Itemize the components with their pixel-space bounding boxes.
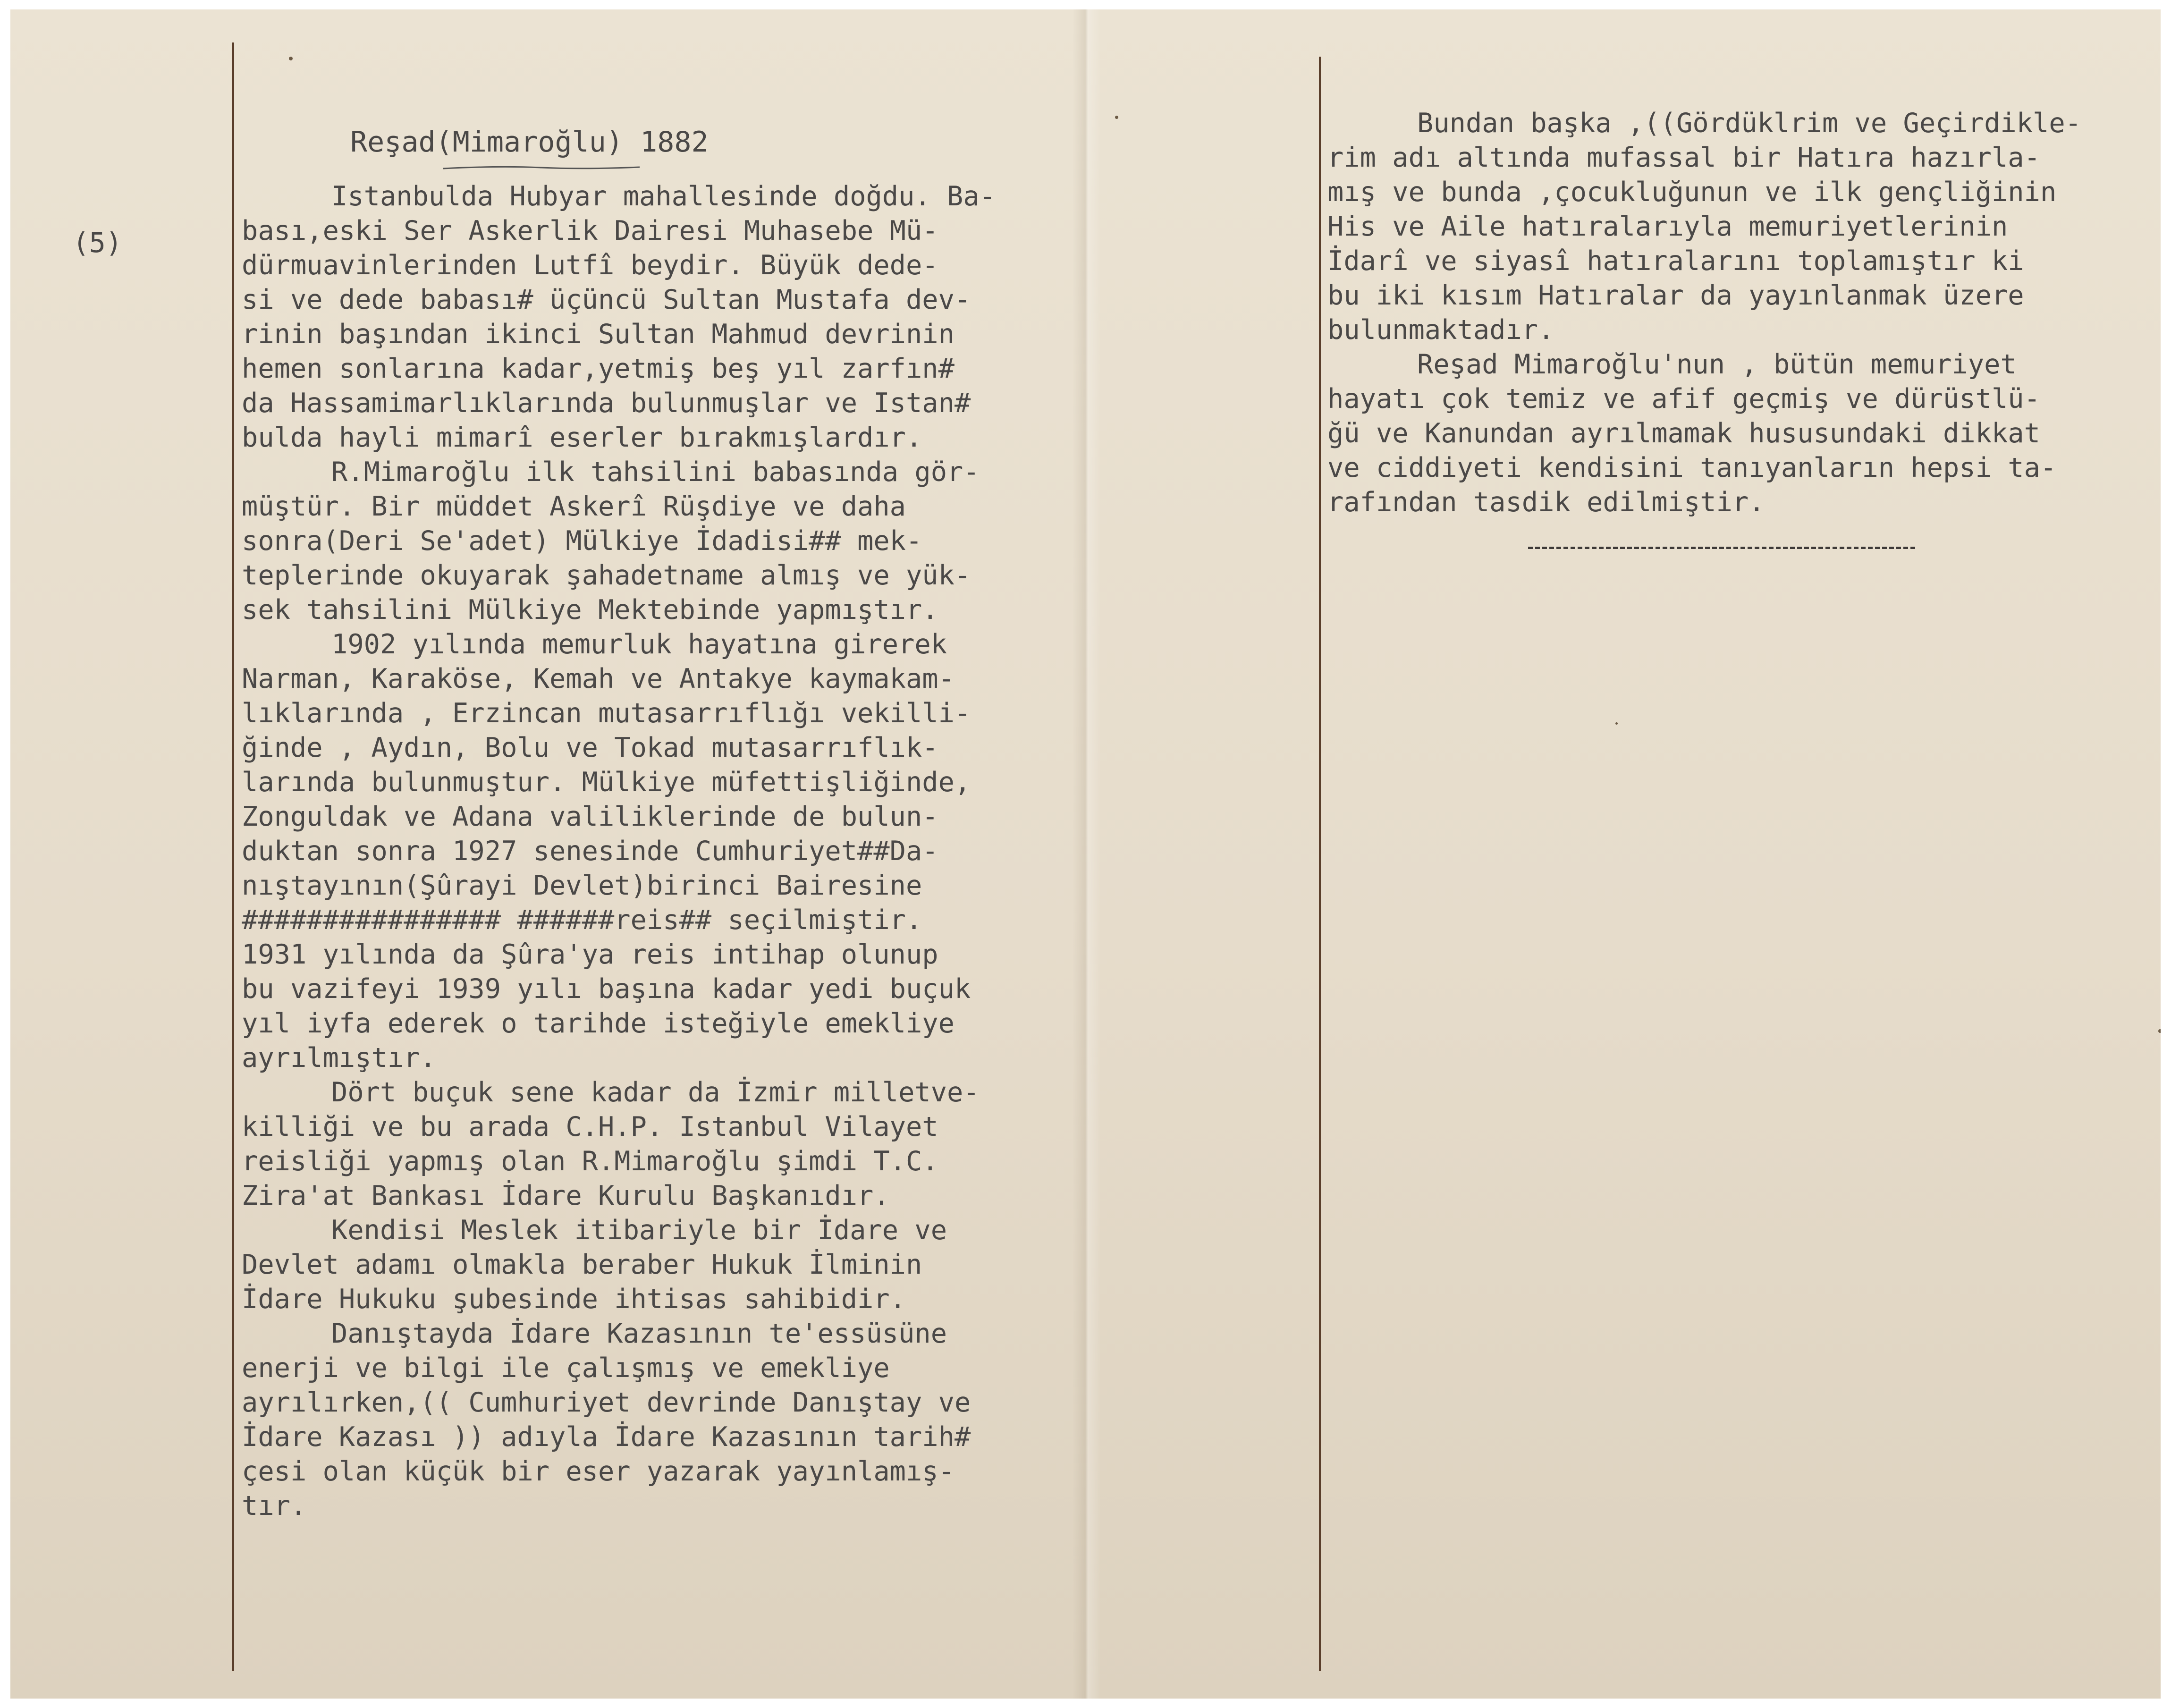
- right-line: rim adı altında mufassal bir Hatıra hazırla-: [1327, 142, 2040, 173]
- left-text-column: [242, 179, 996, 1523]
- right-margin-rule: [1319, 57, 1321, 1671]
- right-line: bulunmaktadır.: [1327, 314, 1554, 346]
- heading-underline: [442, 165, 641, 170]
- left-line: müştür. Bir müddet Askerî Rüşdiye ve daha: [242, 491, 906, 522]
- left-line: killiği ve bu arada C.H.P. Istanbul Vilayet: [242, 1111, 938, 1142]
- left-line: Dört buçuk sene kadar da İzmir milletve-: [331, 1077, 980, 1108]
- left-line: bu vazifeyi 1939 yılı başına kadar yedi buçuk: [242, 973, 971, 1005]
- left-line: İdare Hukuku şubesinde ihtisas sahibidir.: [242, 1284, 906, 1315]
- left-line: sek tahsilini Mülkiye Mektebinde yapmıştır.: [242, 594, 938, 626]
- right-text-column: [1327, 106, 2081, 520]
- right-line: Reşad Mimaroğlu'nun , bütün memuriyet: [1417, 349, 2017, 380]
- left-line: lıklarında , Erzincan mutasarrıflığı vekilli-: [242, 698, 971, 729]
- page-number-margin: (5): [73, 227, 122, 259]
- document-heading: Reşad(Mimaroğlu) 1882: [350, 126, 709, 159]
- left-line: hemen sonlarına kadar,yetmiş beş yıl zarfın#: [242, 353, 955, 384]
- left-line: enerji ve bilgi ile çalışmış ve emekliye: [242, 1353, 890, 1384]
- left-line: yıl iyfa ederek o tarihde isteğiyle emekliye: [242, 1008, 955, 1039]
- left-line: teplerinde okuyarak şahadetname almış ve yük-: [242, 560, 971, 591]
- paper-fold: [1073, 9, 1101, 1699]
- left-line: ################ ######reis## seçilmiştir.: [242, 905, 922, 936]
- left-line: tır.: [242, 1490, 307, 1522]
- left-line: 1931 yılında da Şûra'ya reis intihap olunup: [242, 939, 938, 970]
- left-line: bulda hayli mimarî eserler bırakmışlardır.: [242, 422, 922, 453]
- right-line: hayatı çok temiz ve afif geçmiş ve dürüstlü-: [1327, 383, 2040, 414]
- left-line: larında bulunmuştur. Mülkiye müfettişliğinde,: [242, 767, 971, 798]
- right-line: İdarî ve siyasî hatıralarını toplamıştır ki: [1327, 245, 2024, 277]
- left-line: da Hassamimarlıklarında bulunmuşlar ve Istan#: [242, 388, 971, 419]
- left-line: Narman, Karaköse, Kemah ve Antakye kaymakam-: [242, 663, 955, 694]
- left-line: reisliği yapmış olan R.Mimaroğlu şimdi T.C.: [242, 1146, 938, 1177]
- left-line: dürmuavinlerinden Lutfî beydir. Büyük dede-: [242, 250, 938, 281]
- left-line: İdare Kazası )) adıyla İdare Kazasının tarih#: [242, 1421, 971, 1453]
- left-line: duktan sonra 1927 senesinde Cumhuriyet##Da-: [242, 836, 938, 867]
- right-line: His ve Aile hatıralarıyla memuriyetlerinin: [1327, 211, 2008, 242]
- right-line: rafından tasdik edilmiştir.: [1327, 487, 1765, 518]
- right-line: mış ve bunda ,çocukluğunun ve ilk gençliğinin: [1327, 177, 2057, 208]
- paper-speck: [1115, 116, 1118, 119]
- right-line: bu iki kısım Hatıralar da yayınlanmak üzere: [1327, 280, 2024, 311]
- left-line: Istanbulda Hubyar mahallesinde doğdu. Ba-: [331, 181, 996, 212]
- closing-dashed-rule: [1528, 547, 1915, 549]
- left-line: 1902 yılında memurluk hayatına girerek: [331, 629, 947, 660]
- right-line: Bundan başka ,((Gördüklrim ve Geçirdikle-: [1417, 108, 2081, 139]
- paper-speck: [1615, 722, 1618, 725]
- left-line: çesi olan küçük bir eser yazarak yayınlamış-: [242, 1456, 955, 1487]
- left-line: Kendisi Meslek itibariyle bir İdare ve: [331, 1215, 947, 1246]
- right-line: ğü ve Kanundan ayrılmamak hususundaki dikkat: [1327, 418, 2040, 449]
- left-line: Zira'at Bankası İdare Kurulu Başkanıdır.: [242, 1180, 890, 1211]
- left-line: bası,eski Ser Askerlik Dairesi Muhasebe Mü-: [242, 215, 938, 246]
- paper-speck: [2158, 1029, 2161, 1033]
- left-margin-rule: [232, 42, 234, 1671]
- document-sheet: [10, 9, 2161, 1699]
- left-line: sonra(Deri Se'adet) Mülkiye İdadisi## mek-: [242, 525, 922, 557]
- left-line: nıştayının(Şûrayi Devlet)birinci Bairesine: [242, 870, 922, 901]
- left-line: ayrılmıştır.: [242, 1042, 436, 1074]
- left-line: Danıştayda İdare Kazasının te'essüsüne: [331, 1318, 947, 1349]
- left-line: rinin başından ikinci Sultan Mahmud devrinin: [242, 319, 955, 350]
- paper-speck: [289, 57, 293, 60]
- left-line: R.Mimaroğlu ilk tahsilini babasında gör-: [331, 457, 980, 488]
- left-line: Devlet adamı olmakla beraber Hukuk İlminin: [242, 1249, 922, 1280]
- right-line: ve ciddiyeti kendisini tanıyanların hepsi ta-: [1327, 452, 2057, 483]
- left-line: ğinde , Aydın, Bolu ve Tokad mutasarrıflık-: [242, 732, 938, 763]
- left-line: Zonguldak ve Adana valiliklerinde de bulun-: [242, 801, 938, 832]
- left-line: ayrılırken,(( Cumhuriyet devrinde Danıştay ve: [242, 1387, 971, 1418]
- left-line: si ve dede babası# üçüncü Sultan Mustafa dev-: [242, 284, 971, 315]
